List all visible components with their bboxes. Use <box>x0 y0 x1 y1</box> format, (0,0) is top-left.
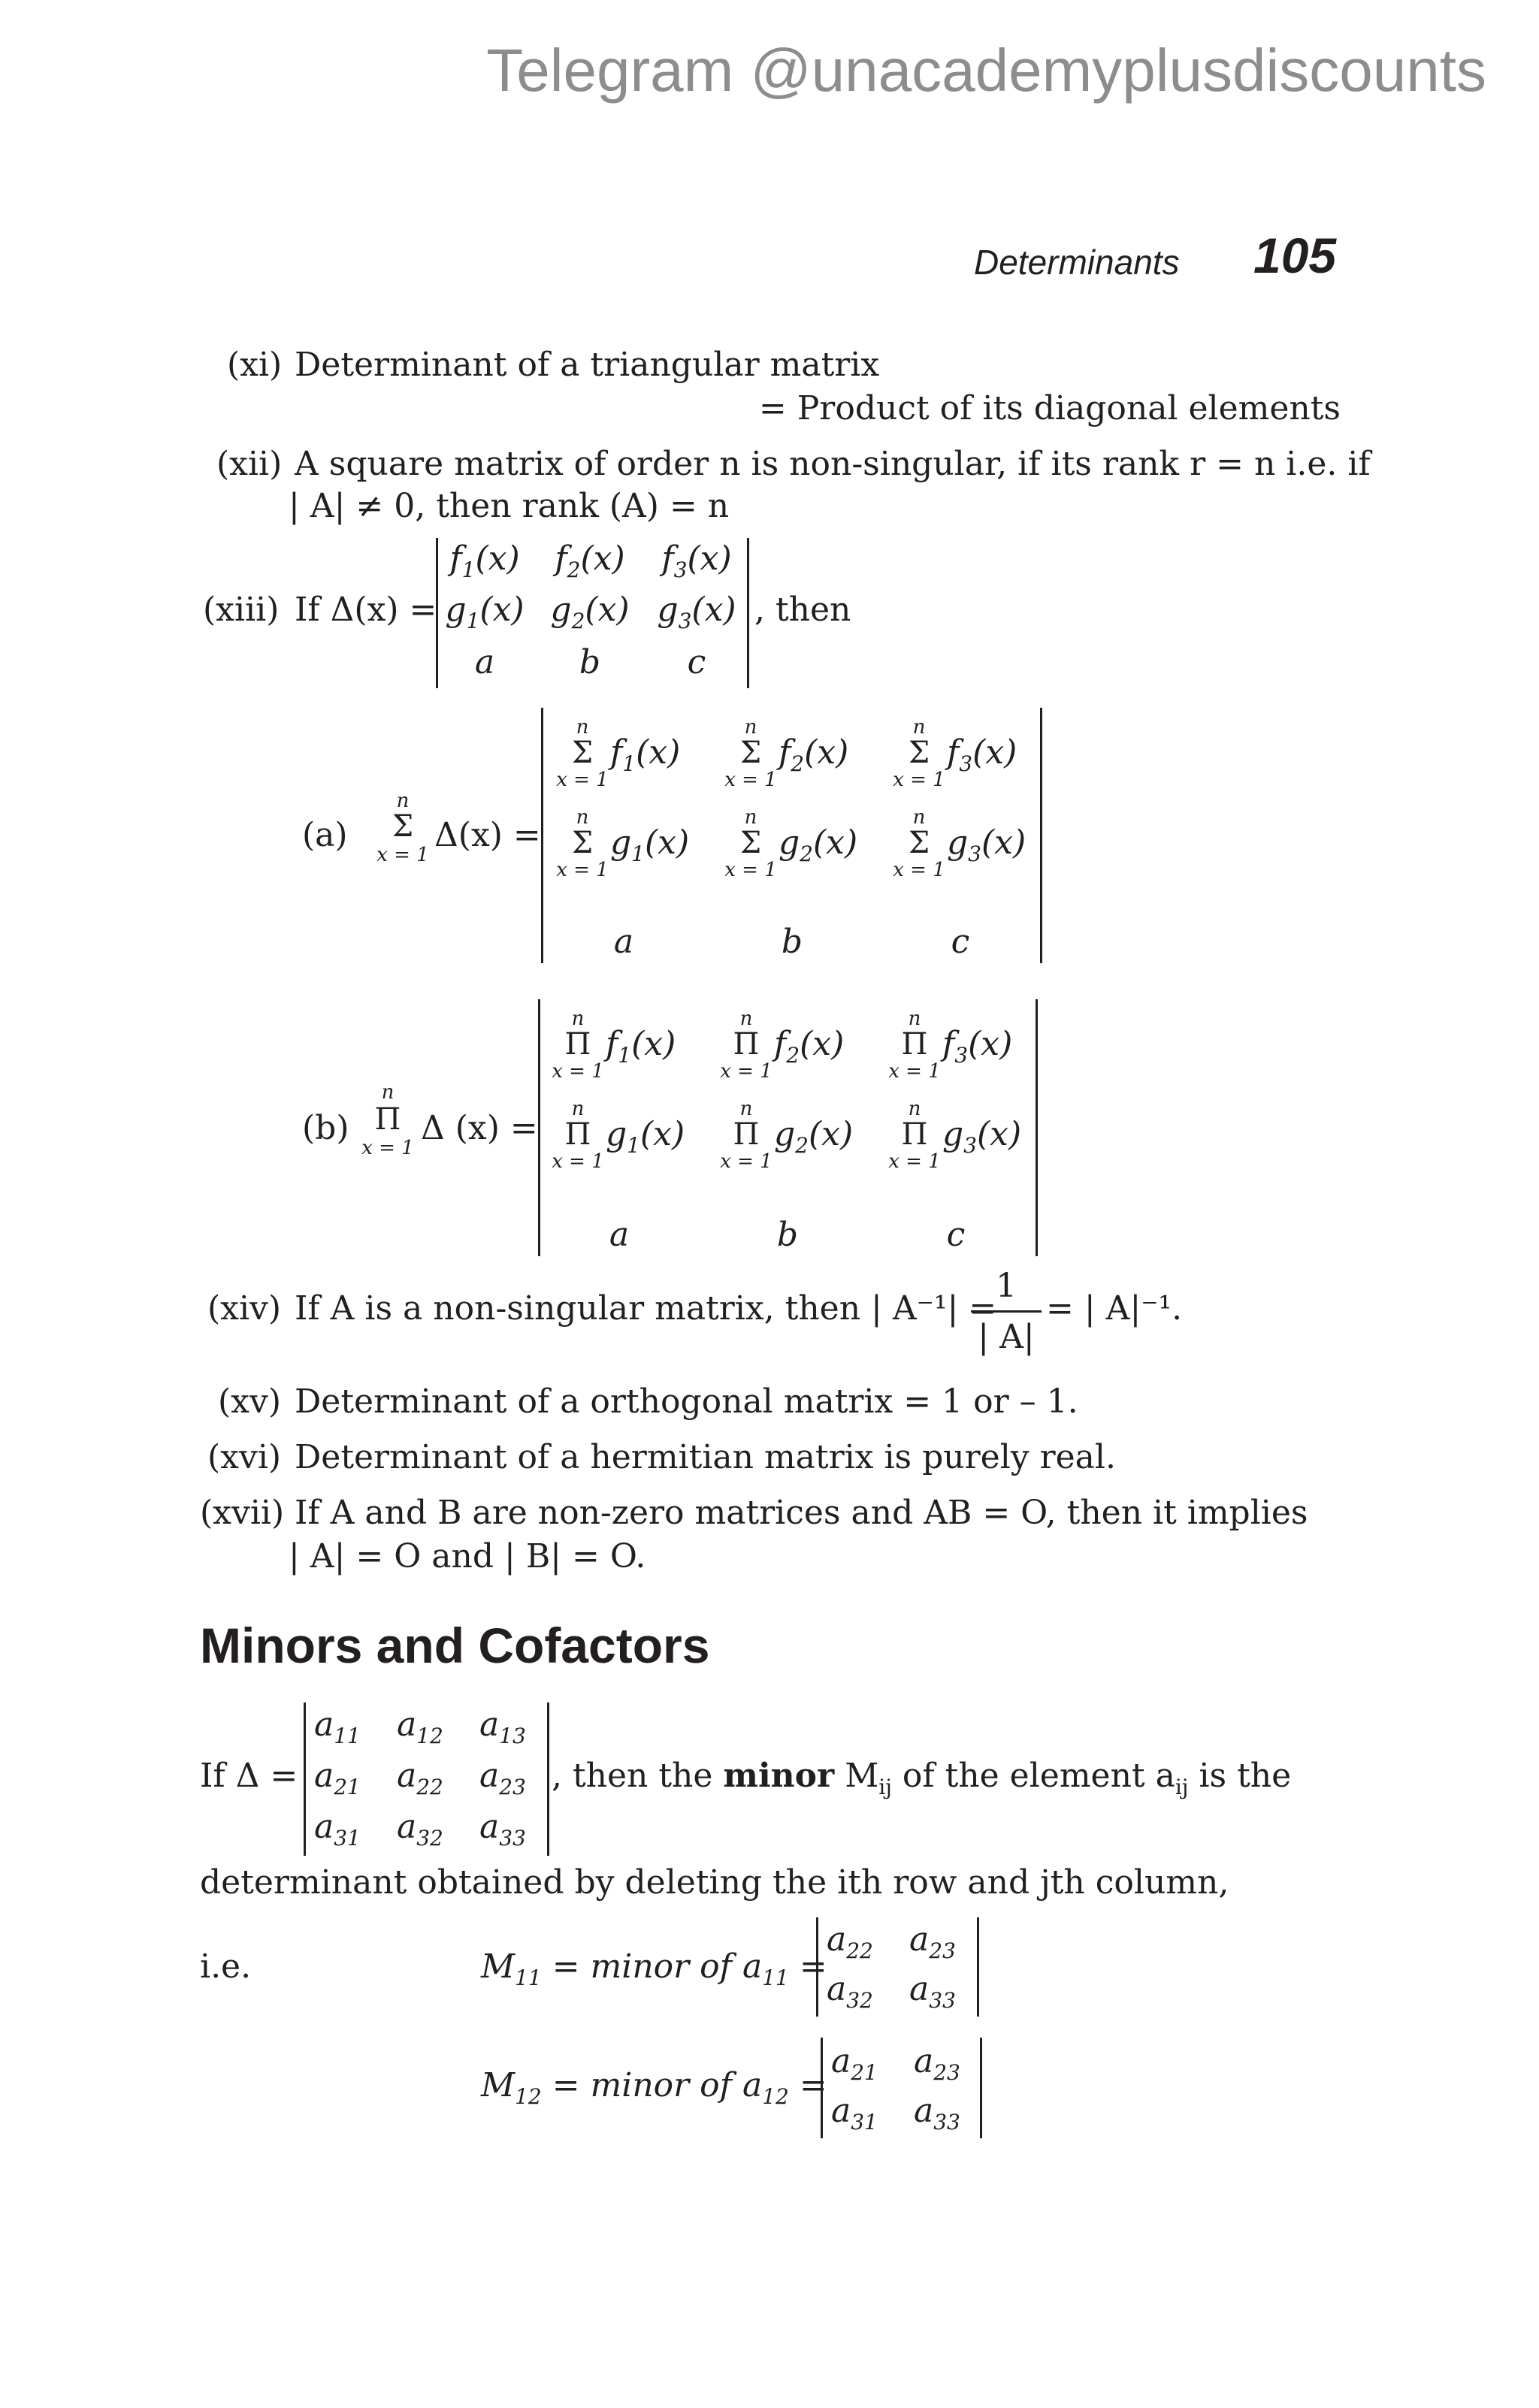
sum-lhs: Δ(x) = <box>434 816 541 854</box>
matrix-cell: $a_{31}$ <box>831 2092 878 2135</box>
lower-limit: x = 1 <box>720 1060 773 1083</box>
matrix-cell: $a_{32}$ <box>827 1970 873 2013</box>
m11-lhs: $M_{11}$ = minor of $a_{11}$ = <box>481 1947 827 1990</box>
item-xvi-text: Determinant of a hermitian matrix is purely real. <box>295 1438 1116 1476</box>
upper-limit: n <box>576 806 589 829</box>
determinant-bar-left <box>436 538 438 688</box>
item-number-xiv: (xiv) <box>207 1289 282 1328</box>
matrix-cell: $a_{33}$ <box>909 1970 956 2013</box>
matrix-cell: a <box>609 1216 630 1254</box>
minor-term: minor <box>723 1757 835 1795</box>
section-heading: Minors and Cofactors <box>200 1618 710 1673</box>
matrix-cell: $g_3(x)$ <box>942 1115 1022 1158</box>
matrix-cell: $f_3(x)$ <box>942 1025 1013 1068</box>
matrix-cell: $f_1(x)$ <box>610 733 681 776</box>
ie-label: i.e. <box>200 1947 252 1986</box>
matrix-cell: $a_{23}$ <box>479 1757 526 1799</box>
matrix-cell: $a_{13}$ <box>479 1706 526 1748</box>
operator-symbol: Π <box>733 1117 760 1152</box>
matrix-cell: $g_1(x)$ <box>610 823 690 866</box>
matrix-cell: $a_{23}$ <box>914 2042 960 2085</box>
operator-symbol: Π <box>901 1117 928 1152</box>
matrix-cell: $f_1(x)$ <box>449 539 520 582</box>
matrix-cell: $f_2(x)$ <box>555 539 625 582</box>
matrix-cell: $a_{21}$ <box>831 2042 878 2085</box>
upper-limit: n <box>912 806 926 829</box>
matrix-cell: c <box>951 923 970 961</box>
determinant-bar-left <box>538 999 540 1256</box>
minor-intro-lhs: If Δ = <box>200 1757 298 1795</box>
determinant-bar-left <box>304 1703 306 1856</box>
item-xiii-lhs: If Δ(x) = <box>295 591 437 629</box>
upper-limit: n <box>744 806 757 829</box>
minor-intro-rhs: , then the minor $M_{ij}$ of the element $a_{ij}$ is the <box>552 1757 1292 1799</box>
upper-limit: n <box>739 1008 753 1030</box>
operator-symbol: Σ <box>908 826 930 860</box>
matrix-cell: a <box>474 643 495 681</box>
determinant-bar-right <box>977 1917 979 2017</box>
item-xiii-suffix: , then <box>754 591 851 629</box>
running-title: Determinants <box>974 243 1180 282</box>
item-xii-line1: A square matrix of order n is non-singular, if its rank r = n i.e. if <box>295 445 1371 483</box>
operator-symbol: Σ <box>571 826 594 860</box>
fraction-numerator: 1 <box>996 1267 1017 1305</box>
determinant-bar-left <box>541 708 543 963</box>
matrix-cell: $a_{22}$ <box>397 1757 443 1799</box>
item-xi-line2: = Product of its diagonal elements <box>758 389 1341 428</box>
item-number-xi: (xi) <box>227 346 283 384</box>
item-xi-line1: Determinant of a triangular matrix <box>295 346 880 384</box>
matrix-cell: a <box>613 923 634 961</box>
operator-symbol: Π <box>564 1027 591 1062</box>
lower-limit: x = 1 <box>720 1150 773 1173</box>
determinant-bar-right <box>747 538 749 688</box>
matrix-cell: $a_{33}$ <box>914 2092 960 2135</box>
matrix-cell: $a_{23}$ <box>909 1920 956 1963</box>
lower-limit: x = 1 <box>556 859 609 881</box>
operator-symbol: Σ <box>908 736 930 770</box>
upper-limit: n <box>571 1098 585 1120</box>
lower-limit: x = 1 <box>724 859 777 881</box>
matrix-cell: c <box>687 643 706 681</box>
item-number-xvii: (xvii) <box>200 1494 285 1532</box>
label-b: (b) <box>302 1109 349 1147</box>
matrix-cell: $g_1(x)$ <box>445 591 525 633</box>
operator-symbol: Π <box>901 1027 928 1062</box>
matrix-cell: $f_3(x)$ <box>947 733 1017 776</box>
lower-limit: x = 1 <box>552 1060 604 1083</box>
matrix-cell: $g_3(x)$ <box>657 591 736 633</box>
upper-limit: n <box>576 716 589 739</box>
sum-lower-limit: x = 1 <box>376 844 429 866</box>
upper-limit: n <box>571 1008 585 1030</box>
product-upper-limit: n <box>381 1081 395 1104</box>
matrix-cell: $a_{12}$ <box>397 1706 443 1748</box>
matrix-cell: $f_2(x)$ <box>779 733 849 776</box>
item-xiv-text: If A is a non-singular matrix, then | A⁻¹| = <box>295 1289 997 1328</box>
matrix-cell: $f_3(x)$ <box>661 539 732 582</box>
item-number-xiii: (xiii) <box>203 591 280 629</box>
item-xiv-tail: = | A|⁻¹. <box>1046 1289 1183 1328</box>
product-lhs: Δ (x) = <box>421 1109 538 1147</box>
matrix-cell: $g_1(x)$ <box>606 1115 685 1158</box>
watermark: Telegram @unacademyplusdiscounts <box>486 37 1486 104</box>
matrix-cell: $g_3(x)$ <box>947 823 1027 866</box>
matrix-cell: $a_{32}$ <box>397 1808 443 1851</box>
determinant-bar-left <box>816 1917 818 2017</box>
lower-limit: x = 1 <box>556 769 609 791</box>
matrix-cell: $a_{31}$ <box>314 1808 361 1851</box>
upper-limit: n <box>744 716 757 739</box>
matrix-cell: $a_{33}$ <box>479 1808 526 1851</box>
matrix-cell: $g_2(x)$ <box>774 1115 854 1158</box>
determinant-bar-right <box>547 1703 549 1856</box>
matrix-cell: b <box>781 923 803 961</box>
determinant-bar-right <box>980 2038 982 2138</box>
sum-operator: Σ <box>392 809 414 844</box>
item-xvii-line1: If A and B are non-zero matrices and AB = O, then it implies <box>295 1494 1308 1532</box>
determinant-bar-right <box>1036 999 1038 1256</box>
label-a: (a) <box>302 816 348 854</box>
lower-limit: x = 1 <box>724 769 777 791</box>
matrix-cell: $f_2(x)$ <box>774 1025 845 1068</box>
product-lower-limit: x = 1 <box>361 1137 414 1159</box>
lower-limit: x = 1 <box>552 1150 604 1173</box>
fraction-denominator: | A| <box>978 1318 1035 1356</box>
item-number-xvi: (xvi) <box>207 1438 282 1476</box>
matrix-cell: $f_1(x)$ <box>606 1025 676 1068</box>
operator-symbol: Σ <box>739 736 762 770</box>
determinant-bar-left <box>821 2038 823 2138</box>
determinant-bar-right <box>1040 708 1042 963</box>
upper-limit: n <box>912 716 926 739</box>
matrix-cell: $a_{11}$ <box>314 1706 361 1748</box>
fraction-bar <box>971 1310 1042 1313</box>
upper-limit: n <box>908 1008 921 1030</box>
item-number-xii: (xii) <box>216 445 283 483</box>
m12-lhs: $M_{12}$ = minor of $a_{12}$ = <box>481 2066 827 2109</box>
matrix-cell: $a_{22}$ <box>827 1920 873 1963</box>
operator-symbol: Σ <box>571 736 594 770</box>
operator-symbol: Π <box>733 1027 760 1062</box>
matrix-cell: b <box>776 1216 799 1254</box>
item-xv-text: Determinant of a orthogonal matrix = 1 or – 1. <box>295 1382 1078 1421</box>
item-xvii-line2: | A| = O and | B| = O. <box>289 1537 646 1576</box>
item-number-xv: (xv) <box>218 1382 282 1421</box>
item-xii-line2: | A| ≠ 0, then rank (A) = n <box>289 487 730 525</box>
operator-symbol: Σ <box>739 826 762 860</box>
product-operator: Π <box>374 1102 401 1137</box>
lower-limit: x = 1 <box>893 769 945 791</box>
lower-limit: x = 1 <box>888 1150 941 1173</box>
operator-symbol: Π <box>564 1117 591 1152</box>
upper-limit: n <box>739 1098 753 1120</box>
minor-definition-line: determinant obtained by deleting the ith row and jth column, <box>200 1863 1229 1902</box>
matrix-cell: c <box>946 1216 966 1254</box>
matrix-cell: $a_{21}$ <box>314 1757 361 1799</box>
matrix-cell: $g_2(x)$ <box>550 591 630 633</box>
upper-limit: n <box>908 1098 921 1120</box>
sum-upper-limit: n <box>396 790 410 812</box>
matrix-cell: $g_2(x)$ <box>779 823 858 866</box>
matrix-cell: b <box>579 643 601 681</box>
lower-limit: x = 1 <box>888 1060 941 1083</box>
lower-limit: x = 1 <box>893 859 945 881</box>
page-number: 105 <box>1253 228 1337 283</box>
